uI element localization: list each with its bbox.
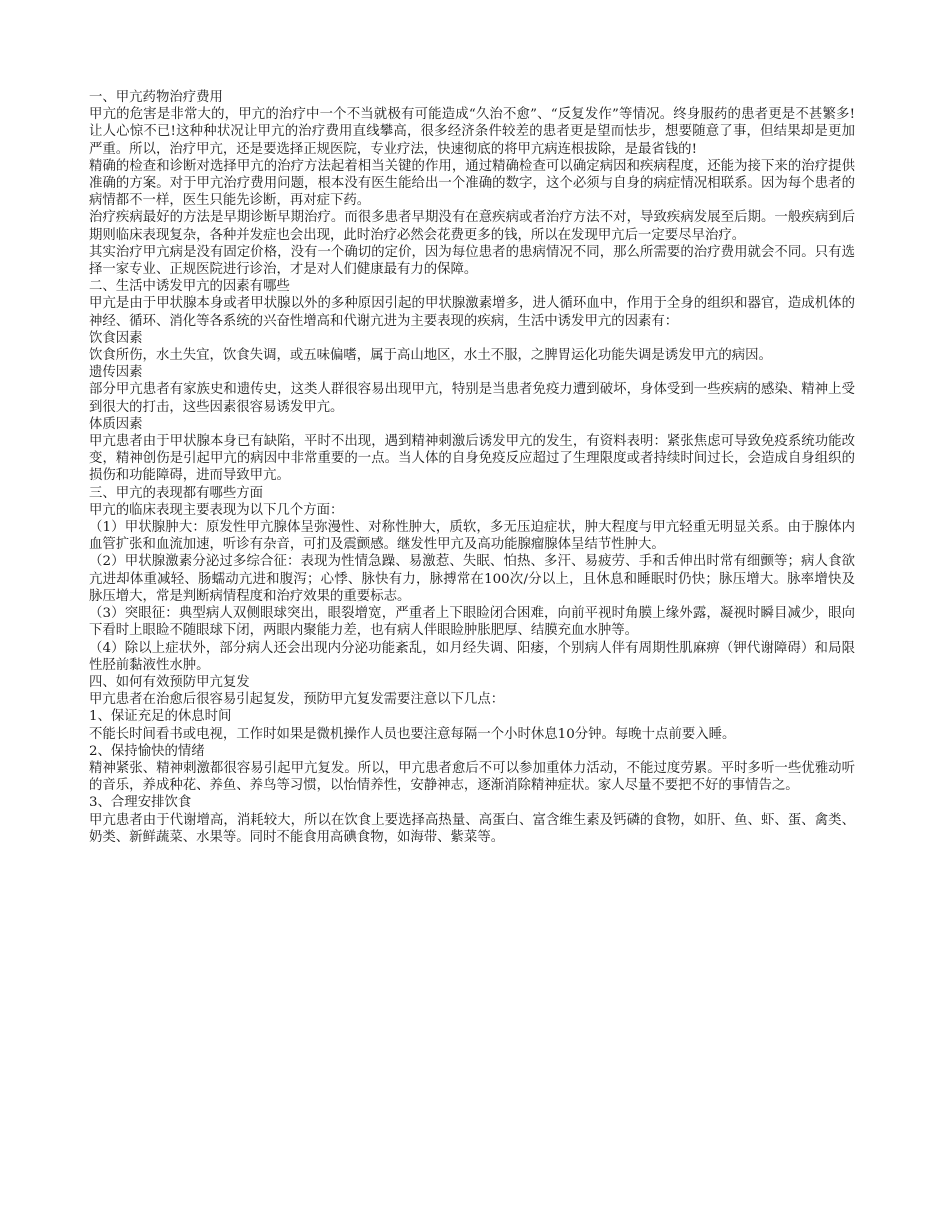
section-heading-3: 三、甲亢的表现都有哪些方面 — [89, 485, 264, 501]
document-body — [89, 89, 855, 846]
paragraph: 不能长时间看书或电视，工作时如果是微机操作人员也要注意每隔一个小时休息10分钟。每晚十点前要入睡。 — [89, 726, 736, 742]
paragraph: 其实治疗甲亢病是没有固定价格，没有一个确切的定价，因为每位患者的患病情况不同，那么所需要的治疗费用就会不同。只有选择一家专业、正规医院进行诊治，才是对人们健康最有力的保障。 — [89, 244, 855, 278]
paragraph: （2）甲状腺激素分泌过多综合征：表现为性情急躁、易激惹、失眠、怕热、多汗、易疲劳、手和舌伸出时常有细颤等；病人食欲亢进却体重减轻、肠蠕动亢进和腹泻；心悸、脉快有力，脉搏常在100次/分以上，且休息和睡眠时仍快；脉压增大。脉率增快及脉压增大，常是判断病情程度和治疗效果的重要标志。 — [89, 554, 855, 604]
paragraph: 精确的检查和诊断对选择甲亢的治疗方法起着相当关键的作用，通过精确检查可以确定病因和疾病程度，还能为接下来的治疗提供准确的方案。对于甲亢治疗费用问题，根本没有医生能给出一个准确的数字，这个必须与自身的病症情况相联系。因为每个患者的病情都不一样，医生只能先诊断，再对症下药。 — [89, 158, 855, 209]
paragraph: 甲亢患者在治愈后很容易引起复发，预防甲亢复发需要注意以下几点： — [89, 692, 505, 708]
paragraph: 甲亢患者由于甲状腺本身已有缺陷，平时不出现，遇到精神刺激后诱发甲亢的发生，有资料表明：紧张焦虑可导致免疫系统功能改变，精神创伤是引起甲亢的病因中非常重要的一点。当人体的自身免疫反应超过了生理限度或者持续时间过长，会造成自身组织的损伤和功能障碍，进而导致甲亢。 — [89, 434, 855, 484]
subheading: 2、保持愉快的情绪 — [89, 743, 205, 759]
paragraph: 甲亢患者由于代谢增高，消耗较大，所以在饮食上要选择高热量、高蛋白、富含维生素及钙磷的食物，如肝、鱼、虾、蛋、禽类、奶类、新鲜蔬菜、水果等。同时不能食用高碘食物，如海带、紫菜等。 — [89, 812, 855, 845]
paragraph: 甲亢的危害是非常大的，甲亢的治疗中一个不当就极有可能造成“久治不愈”、“反复发作”等情况。终身服药的患者更是不甚繁多!让人心惊不已!这种种状况让甲亢的治疗费用直线攀高，很多经济条件较差的患者更是望而怯步，想要随意了事，但结果却是更加严重。所以，治疗甲亢，还是要选择正规医院，专业疗法，快速彻底的将甲亢病连根拔除，是最省钱的! — [89, 107, 855, 157]
paragraph: 部分甲亢患者有家族史和遗传史，这类人群很容易出现甲亢，特别是当患者免疫力遭到破坏，身体受到一些疾病的感染、精神上受到很大的打击，这些因素很容易诱发甲亢。 — [89, 382, 855, 415]
paragraph: 精神紧张、精神刺激都很容易引起甲亢复发。所以，甲亢患者愈后不可以参加重体力活动，不能过度劳累。平时多听一些优雅动听的音乐，养成种花、养鱼、养鸟等习惯，以怡情养性，安静神志，逐渐消除精神症状。家人尽量不要把不好的事情告之。 — [89, 760, 855, 794]
paragraph: 饮食所伤，水土失宜，饮食失调，或五味偏嗜，属于高山地区，水土不服，之脾胃运化功能失调是诱发甲亢的病因。 — [89, 348, 772, 364]
subheading: 遗传因素 — [89, 365, 143, 381]
subheading: 3、合理安排饮食 — [89, 795, 192, 811]
subheading: 体质因素 — [89, 416, 143, 432]
paragraph: （1）甲状腺肿大：原发性甲亢腺体呈弥漫性、对称性肿大，质软，多无压迫症状，肿大程度与甲亢轻重无明显关系。由于腺体内血管扩张和血流加速，听诊有杂音，可扪及震颤感。继发性甲亢及高功能腺瘤腺体呈结节性肿大。 — [89, 520, 855, 553]
subheading: 1、保证充足的休息时间 — [89, 709, 232, 725]
section-heading-2: 二、生活中诱发甲亢的因素有哪些 — [89, 279, 290, 295]
section-heading-1: 一、甲亢药物治疗费用 — [89, 90, 223, 105]
paragraph: （3）突眼征：典型病人双侧眼球突出，眼裂增宽，严重者上下眼睑闭合困难，向前平视时角膜上缘外露，凝视时瞬目减少，眼向下看时上眼睑不随眼球下闭，两眼内聚能力差，也有病人伴眼睑肿胀肥厚、结膜充血水肿等。 — [89, 606, 855, 639]
paragraph: 甲亢的临床表现主要表现为以下几个方面： — [89, 502, 344, 518]
subheading: 饮食因素 — [89, 330, 143, 346]
paragraph: （4）除以上症状外，部分病人还会出现内分泌功能紊乱，如月经失调、阳痿，个别病人伴有周期性肌麻痹（钾代谢障碍）和局限性胫前黏液性水肿。 — [89, 640, 855, 673]
paragraph: 治疗疾病最好的方法是早期诊断早期治疗。而很多患者早期没有在意疾病或者治疗方法不对，导致疾病发展至后期。一般疾病到后期则临床表现复杂，各种并发症也会出现，此时治疗必然会花费更多的钱，所以在发现甲亢后一定要尽早治疗。 — [89, 210, 855, 243]
paragraph: 甲亢是由于甲状腺本身或者甲状腺以外的多种原因引起的甲状腺激素增多，进人循环血中，作用于全身的组织和器官，造成机体的神经、循环、消化等各系统的兴奋性增高和代谢亢进为主要表现的疾病，生活中诱发甲亢的因素有： — [89, 296, 855, 329]
section-heading-4: 四、如何有效预防甲亢复发 — [89, 674, 250, 690]
